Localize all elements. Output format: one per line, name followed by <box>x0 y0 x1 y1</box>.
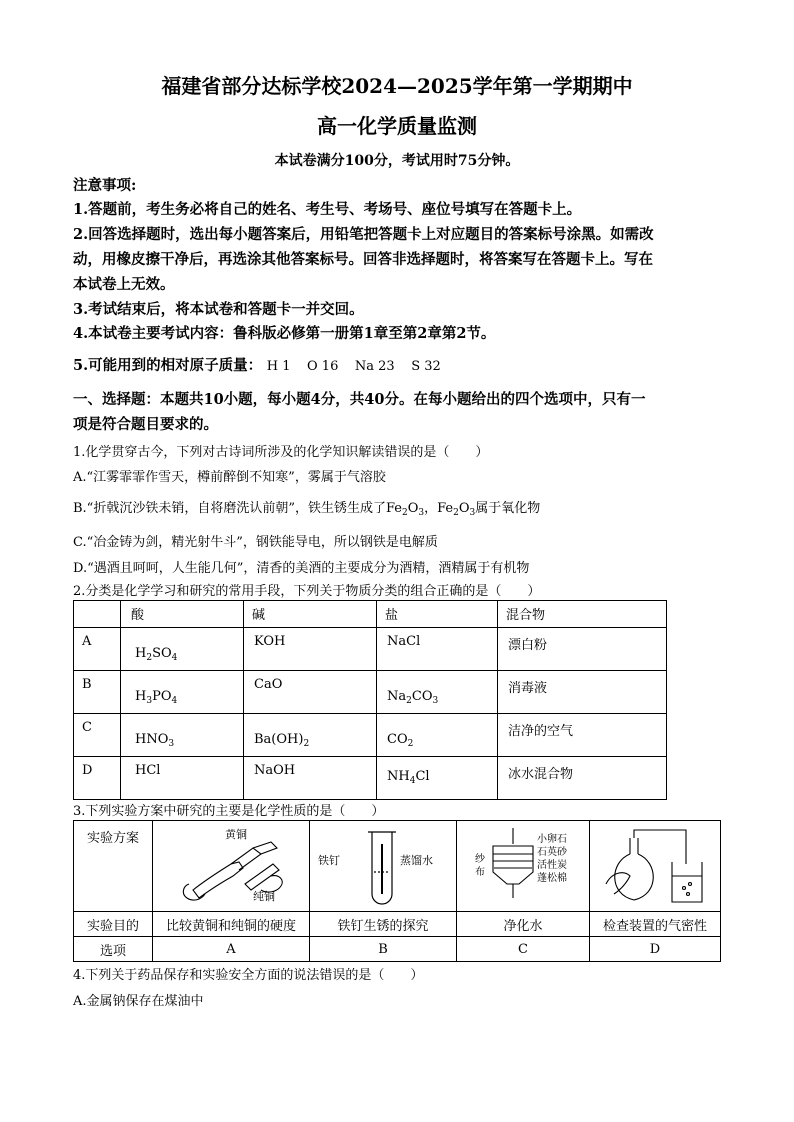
salt-formula: $NH_4Cl$ <box>387 769 430 786</box>
label-gauze-1: 纱 <box>475 854 485 865</box>
table-cell <box>121 671 244 714</box>
table-cell <box>498 757 667 800</box>
table-cell <box>74 714 121 757</box>
note-5-label: 5.可能用到的相对原子质量： <box>73 357 263 374</box>
note-2c: 本试卷上无效。 <box>73 276 175 293</box>
q1-b-sub: 2 <box>453 508 459 518</box>
label-pebbles: 小卵石 <box>537 834 567 845</box>
table-header-cell <box>498 601 667 628</box>
table-cell: C <box>457 937 590 962</box>
label-cotton: 蓬松棉 <box>537 873 567 884</box>
brass-scratch-illustration <box>153 824 309 908</box>
section1-line2: 项是符合题目要求的。 <box>73 416 218 433</box>
note-5 <box>73 354 441 375</box>
table-cell <box>121 757 244 800</box>
experiment-image-a <box>153 821 310 912</box>
table-header-cell <box>121 601 244 628</box>
label-iron-nail: 铁钉 <box>318 854 340 867</box>
note-4: 4.本试卷主要考试内容：鲁科版必修第一册第1章至第2章第2节。 <box>73 325 496 342</box>
table-cell <box>121 628 244 671</box>
experiment-image-d <box>590 821 721 912</box>
table-row <box>74 757 667 800</box>
label-quartz-sand: 石英砂 <box>537 847 567 858</box>
table-cell <box>244 714 377 757</box>
label-gauze-2: 布 <box>475 867 485 878</box>
note-1: 1.答题前，考生务必将自己的姓名、考生号、考场号、座位号填写在答题卡上。 <box>73 201 582 218</box>
exam-subtitle: 本试卷满分100分，考试用时75分钟。 <box>274 153 520 169</box>
acid-formula: $H_2SO_4$ <box>135 646 178 663</box>
note-2a: 2.回答选择题时，选出每小题答案后，用铅笔把答题卡上对应题目的答案标号涂黑。如需改 <box>73 226 654 243</box>
q1-b-text: O <box>407 501 419 516</box>
label-distilled-water: 蒸馏水 <box>400 854 433 867</box>
mixture-name: 漂白粉 <box>508 638 548 653</box>
header-acid: 酸 <box>131 608 145 623</box>
q1-option-a: A.“江雾霏霏作雪天，樽前醉倒不知寒”，雾属于气溶胶 <box>73 470 386 485</box>
acid-formula: $HNO_3$ <box>135 732 175 749</box>
row-option: B <box>82 677 92 692</box>
table-cell <box>377 628 498 671</box>
table-row <box>74 714 667 757</box>
table-cell <box>377 714 498 757</box>
acid-formula: HCl <box>135 763 161 778</box>
acid-formula: $H_3PO_4$ <box>135 689 178 706</box>
table-cell <box>498 628 667 671</box>
table-row <box>74 671 667 714</box>
header-mixture: 混合物 <box>506 608 546 623</box>
q1-b-text: O <box>458 501 470 516</box>
base-formula: KOH <box>254 634 286 649</box>
header-base: 碱 <box>252 608 266 623</box>
table-cell: 实验方案 <box>74 821 153 912</box>
table-cell <box>74 671 121 714</box>
water-purifier-illustration <box>457 824 589 908</box>
salt-formula: NaCl <box>387 634 421 649</box>
table-row <box>74 937 721 962</box>
q4-stem: 4.下列关于药品保存和实验安全方面的说法错误的是（ ） <box>73 968 424 983</box>
q4-option-a: A.金属钠保存在煤油中 <box>73 994 204 1009</box>
q2-stem: 2.分类是化学学习和研究的常用手段，下列关于物质分类的组合正确的是（ ） <box>73 584 541 599</box>
q3-stem: 3.下列实验方案中研究的主要是化学性质的是（ ） <box>73 804 385 819</box>
table-header-row <box>74 601 667 628</box>
q3-table <box>73 820 721 962</box>
q1-b-sub: 2 <box>401 508 408 518</box>
mixture-name: 冰水混合物 <box>508 767 574 782</box>
mixture-name: 消毒液 <box>508 681 548 696</box>
row-option: C <box>82 720 92 735</box>
table-cell: 比较黄铜和纯铜的硬度 <box>153 912 310 937</box>
iron-nail-test-tube-illustration <box>310 824 456 908</box>
table-row <box>74 628 667 671</box>
header-salt: 盐 <box>385 608 399 623</box>
table-cell: 铁钉生锈的探究 <box>310 912 457 937</box>
table-header-cell <box>244 601 377 628</box>
notes-heading: 注意事项: <box>73 177 137 194</box>
experiment-image-c <box>457 821 590 912</box>
table-cell <box>498 671 667 714</box>
table-cell: B <box>310 937 457 962</box>
label-pure-copper: 纯铜 <box>253 890 275 903</box>
table-cell <box>244 671 377 714</box>
q1-b-sub: 3 <box>469 508 476 518</box>
q1-stem: 1.化学贯穿古今，下列对古诗词所涉及的化学知识解读错误的是（ ） <box>73 445 489 460</box>
base-formula: CaO <box>254 677 283 692</box>
table-cell: 实验目的 <box>74 912 153 937</box>
q1-b-text: ，Fe <box>424 501 454 516</box>
base-formula: NaOH <box>254 763 296 778</box>
table-cell: 检查装置的气密性 <box>590 912 721 937</box>
table-cell <box>377 757 498 800</box>
table-cell: 净化水 <box>457 912 590 937</box>
table-cell <box>244 628 377 671</box>
q1-b-text: 属于氧化物 <box>475 501 541 516</box>
row-option: A <box>82 634 92 649</box>
table-cell <box>377 671 498 714</box>
q1-option-b <box>73 497 540 518</box>
section1-line1: 一、选择题：本题共10小题，每小题4分，共40分。在每小题给出的四个选项中，只有一 <box>73 391 646 408</box>
note-5-values: H 1 O 16 Na 23 S 32 <box>266 359 441 374</box>
table-cell: D <box>590 937 721 962</box>
q1-b-text: B.“折戟沉沙铁未销，自将磨洗认前朝”，铁生锈生成了Fe <box>73 501 402 516</box>
table-cell <box>74 628 121 671</box>
q1-option-d: D.“遇酒且呵呵，人生能几何”，清香的美酒的主要成分为酒精，酒精属于有机物 <box>73 561 530 576</box>
label-activated-carbon: 活性炭 <box>537 860 567 871</box>
table-cell: A <box>153 937 310 962</box>
mixture-name: 洁净的空气 <box>508 724 574 739</box>
table-cell <box>121 714 244 757</box>
table-cell <box>74 757 121 800</box>
table-row <box>74 912 721 937</box>
label-brass: 黄铜 <box>225 828 247 841</box>
salt-formula: $CO_2$ <box>387 732 414 749</box>
base-formula: $Ba(OH)_2$ <box>254 732 310 749</box>
table-cell: 选项 <box>74 937 153 962</box>
exam-title-line2: 高一化学质量监测 <box>317 114 477 138</box>
exam-title-line1: 福建省部分达标学校2024—2025学年第一学期期中 <box>161 74 633 98</box>
salt-formula: $Na_2CO_3$ <box>387 689 439 706</box>
row-option: D <box>82 763 93 778</box>
table-cell <box>74 601 121 628</box>
q1-b-sub: 3 <box>418 508 425 518</box>
note-2b: 动，用橡皮擦干净后，再选涂其他答案标号。回答非选择题时，将答案写在答题卡上。写在 <box>73 251 653 268</box>
note-3: 3.考试结束后，将本试卷和答题卡一并交回。 <box>73 301 364 318</box>
airtightness-check-illustration <box>590 824 720 908</box>
table-row <box>74 821 721 912</box>
q2-table <box>73 600 667 800</box>
experiment-image-b <box>310 821 457 912</box>
table-header-cell <box>377 601 498 628</box>
table-cell <box>244 757 377 800</box>
q1-option-c: C.“冶金铸为剑，精光射牛斗”，钢铁能导电，所以钢铁是电解质 <box>73 535 438 550</box>
table-cell <box>498 714 667 757</box>
